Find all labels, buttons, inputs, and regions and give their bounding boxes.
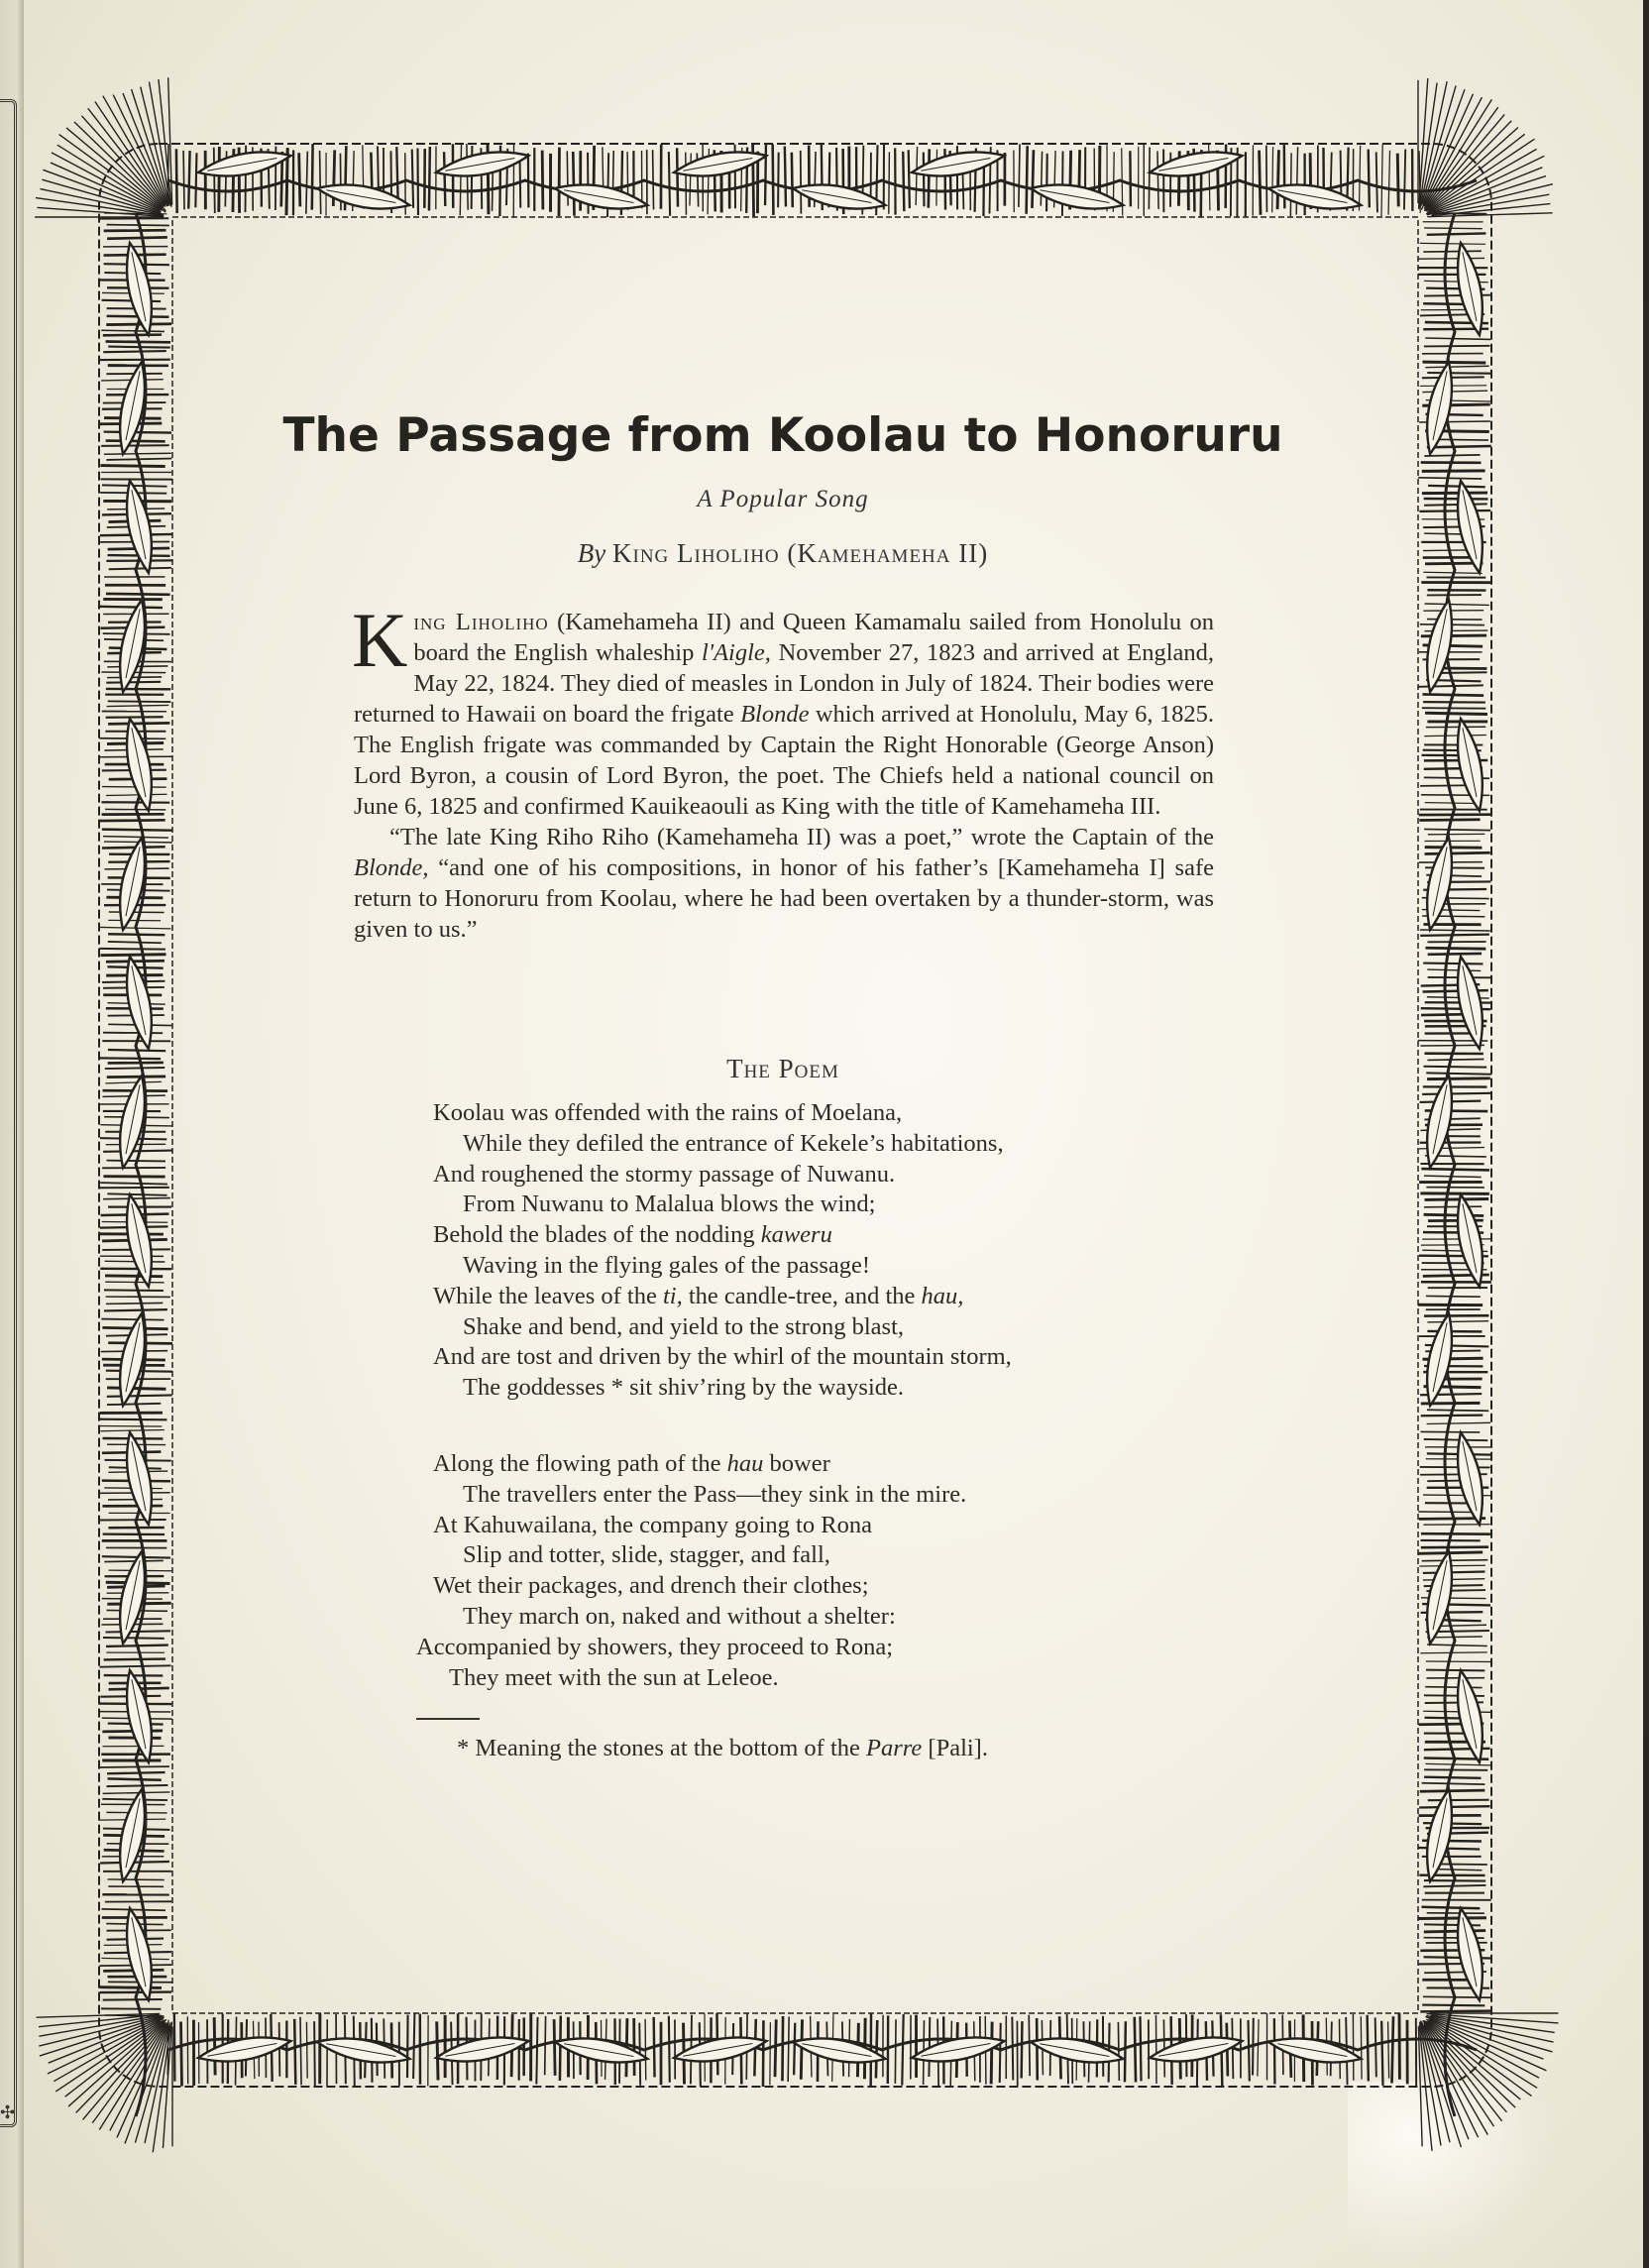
text-run: * Meaning the stones at the bottom of the <box>457 1735 867 1761</box>
border-hatch <box>214 148 215 213</box>
border-hatch <box>108 723 169 724</box>
border-hatch <box>176 149 177 213</box>
border-hatch <box>536 2017 537 2085</box>
border-hatch <box>1425 366 1488 367</box>
border-hatch <box>107 1404 161 1405</box>
border-hatch <box>686 153 687 215</box>
poem <box>416 1098 1012 1693</box>
subtitle: A Popular Song <box>697 486 869 512</box>
border-hatch <box>106 682 161 683</box>
border-hatch <box>183 151 184 210</box>
border-hatch <box>101 955 166 956</box>
border-hatch <box>314 2021 315 2087</box>
poem-line <box>416 1633 1012 1663</box>
text-run: And are tost and driven by the whirl of the mountain storm, <box>433 1343 1012 1371</box>
poem-line <box>416 1190 1012 1220</box>
border-hatch <box>1425 713 1487 714</box>
border-hatch <box>1423 1579 1484 1580</box>
poem-line <box>416 1220 1012 1251</box>
border-hatch <box>1418 1552 1483 1553</box>
border-hatch <box>108 942 162 943</box>
intro-paragraph-1-text <box>352 597 1214 820</box>
italic-text-run: l'Aigle, <box>702 639 771 666</box>
border-hatch <box>653 150 654 209</box>
border-hatch <box>991 2022 992 2085</box>
border-hatch <box>782 2016 783 2081</box>
border-hatch <box>1425 604 1489 605</box>
byline-author: King Liholiho (Kamehameha II) <box>612 538 989 568</box>
text-run: Waving in the flying gales of the passage! <box>463 1251 871 1279</box>
border-hatch <box>104 230 166 231</box>
border-hatch <box>560 2016 561 2082</box>
border-hatch <box>1392 2016 1393 2083</box>
border-hatch <box>107 237 167 238</box>
drop-cap: K <box>352 597 408 683</box>
border-hatch <box>1419 1806 1489 1807</box>
text-run: At Kahuwailana, the company going to Rona <box>433 1511 872 1538</box>
border-hatch <box>1422 1907 1481 1908</box>
border-hatch <box>1424 1439 1488 1440</box>
border-hatch <box>1422 1093 1490 1094</box>
text-run: “The late King Riho Riho (Kamehameha II) was a poet,” wrote the Captain of the <box>389 824 1214 850</box>
border-hatch <box>1258 2019 1259 2076</box>
border-hatch <box>542 151 543 210</box>
border-hatch <box>1130 151 1131 206</box>
border-hatch <box>312 144 313 210</box>
border-hatch <box>306 152 307 214</box>
border-hatch <box>102 830 172 831</box>
stanza-gap <box>416 1404 1012 1449</box>
border-hatch <box>460 144 461 215</box>
border-hatch <box>1427 373 1490 374</box>
border-hatch <box>1277 150 1278 209</box>
border-hatch <box>320 151 321 214</box>
text-run: While the leaves of the <box>433 1282 663 1309</box>
italic-text-run: Parre <box>866 1735 923 1761</box>
border-hatch <box>1420 386 1486 387</box>
border-hatch <box>101 1319 164 1320</box>
border-hatch <box>103 1999 163 2000</box>
border-hatch <box>1425 1763 1490 1764</box>
border-hatch <box>794 2023 795 2076</box>
border-hatch <box>1420 1652 1486 1653</box>
border-hatch <box>106 961 165 962</box>
byline <box>0 538 1566 569</box>
border-hatch <box>100 1987 162 1988</box>
border-hatch <box>775 2019 776 2077</box>
border-hatch <box>99 820 165 821</box>
border-hatch <box>1274 2018 1275 2084</box>
border-hatch <box>99 1766 169 1767</box>
border-hatch <box>188 151 189 209</box>
border-hatch <box>103 1198 170 1199</box>
border-hatch <box>1427 969 1481 970</box>
text-run: Koolau was offended with the rains of Moelana, <box>433 1099 903 1126</box>
border-hatch <box>103 351 166 352</box>
intro-text <box>352 597 1214 945</box>
page-title: The Passage from Koolau to Honoruru <box>282 408 1283 463</box>
border-hatch <box>108 1778 162 1779</box>
poem-line <box>416 1480 1012 1511</box>
border-hatch <box>1046 154 1047 211</box>
border-hatch <box>770 2022 771 2085</box>
text-run: While they defiled the entrance of Kekele’s habitations, <box>463 1129 1004 1157</box>
poem-line <box>416 1098 1012 1129</box>
border-hatch <box>107 1772 165 1773</box>
border-hatch <box>1423 1572 1485 1573</box>
border-hatch <box>1425 1198 1489 1199</box>
border-hatch <box>1249 2020 1250 2082</box>
text-run: Accompanied by showers, they proceed to Rona; <box>416 1633 894 1660</box>
border-hatch <box>1149 148 1150 210</box>
border-hatch <box>100 1520 166 1521</box>
border-hatch <box>778 153 779 208</box>
text-run: The goddesses * sit shiv’ring by the wayside. <box>463 1374 905 1402</box>
text-run: Behold the blades of the nodding <box>433 1221 761 1249</box>
border-hatch <box>444 152 445 206</box>
border-hatch <box>773 144 774 215</box>
border-hatch <box>909 150 910 208</box>
poem-line <box>416 1342 1012 1373</box>
border-hatch <box>1420 2011 1490 2012</box>
poem-line <box>416 1511 1012 1541</box>
border-hatch <box>677 148 678 206</box>
border-hatch <box>106 794 167 795</box>
border-hatch <box>1381 2021 1382 2086</box>
border-hatch <box>1272 147 1273 212</box>
border-hatch <box>1375 2017 1376 2077</box>
border-hatch <box>103 1151 172 1152</box>
border-hatch <box>1425 948 1485 949</box>
border-hatch <box>106 1303 163 1304</box>
border-hatch <box>412 150 413 208</box>
border-hatch <box>100 949 165 950</box>
border-hatch <box>765 144 766 205</box>
border-hatch <box>1041 152 1042 206</box>
border-hatch <box>929 149 930 207</box>
border-hatch <box>573 152 574 216</box>
border-hatch <box>1381 144 1382 216</box>
border-hatch <box>104 1659 165 1660</box>
border-hatch <box>1425 848 1483 849</box>
border-hatch <box>924 153 925 207</box>
italic-text-run: hau, <box>921 1282 964 1309</box>
poem-stanza-1 <box>416 1098 1012 1404</box>
cross-ornament-icon: ✣ <box>0 2102 16 2122</box>
text-run: They march on, naked and without a shelter: <box>463 1602 896 1630</box>
border-hatch <box>1388 2021 1389 2078</box>
border-hatch <box>214 2017 215 2075</box>
border-hatch <box>1422 1560 1488 1561</box>
border-hatch <box>103 837 168 838</box>
border-hatch <box>300 2017 301 2086</box>
border-hatch <box>895 2019 896 2084</box>
border-hatch <box>1404 150 1405 210</box>
border-hatch <box>105 1276 163 1277</box>
text-run: They meet with the sun at Leleoe. <box>449 1663 779 1691</box>
border-hatch <box>1427 1410 1488 1411</box>
border-hatch <box>545 2016 546 2075</box>
border-hatch <box>1125 2021 1126 2082</box>
footnote <box>457 1735 988 1762</box>
text-run: ing Liholiho <box>413 609 549 635</box>
border-hatch <box>1422 1783 1485 1784</box>
border-hatch <box>1423 251 1482 252</box>
text-run: The travellers enter the Pass—they sink in the mire. <box>463 1480 967 1508</box>
border-hatch <box>107 677 162 678</box>
border-hatch <box>1419 258 1484 259</box>
border-hatch <box>567 151 568 205</box>
border-hatch <box>801 151 802 214</box>
border-hatch <box>690 153 691 205</box>
poem-line <box>416 1663 1012 1694</box>
poem-line <box>416 1282 1012 1312</box>
border-hatch <box>936 150 937 206</box>
border-hatch <box>299 153 300 206</box>
border-hatch <box>1424 228 1483 229</box>
text-run: bower <box>763 1449 830 1477</box>
border-hatch <box>903 152 904 211</box>
border-hatch <box>109 912 165 913</box>
text-run: Slip and totter, slide, stagger, and fall, <box>463 1541 830 1569</box>
text-run: Shake and bend, and yield to the strong blast, <box>463 1312 904 1340</box>
border-hatch <box>792 153 793 207</box>
text-run: the candle-tree, and the <box>682 1282 922 1309</box>
text-run: which arrived at Honolulu, May 6, 1825. The English frigate was commanded by Captain the Right Honorable (George Anson) Lord Byron, a cousin of Lord Byron, the poet. The Chiefs held a national council on June 6, 1825 and confirmed Kauikeaouli as King with the title of Kamehameha III. <box>354 701 1214 820</box>
border-hatch <box>1376 152 1377 212</box>
border-fan <box>1426 2021 1515 2107</box>
intro-paragraph-2 <box>354 822 1214 945</box>
poem-line <box>416 1602 1012 1633</box>
border-hatch <box>1426 1661 1491 1662</box>
poem-line <box>416 1129 1012 1160</box>
italic-text-run: ti, <box>662 1282 683 1309</box>
text-run: [Pali]. <box>922 1735 988 1761</box>
border-hatch <box>103 335 162 336</box>
border-fan <box>43 170 161 212</box>
border-hatch <box>103 1792 170 1793</box>
italic-text-run: hau <box>726 1449 764 1477</box>
border-hatch <box>1427 1644 1487 1645</box>
border-hatch <box>1424 1214 1484 1215</box>
border-hatch <box>916 147 917 205</box>
intro-paragraph-1 <box>352 597 1214 822</box>
border-hatch <box>1032 150 1033 208</box>
border-hatch <box>1118 2022 1119 2081</box>
border-hatch <box>1424 1931 1485 1932</box>
border-hatch <box>1062 151 1063 215</box>
border-hatch <box>1418 478 1482 479</box>
border-hatch <box>437 2021 438 2080</box>
border-hatch <box>1424 736 1486 737</box>
text-run: From Nuwanu to Malalua blows the wind; <box>463 1191 876 1218</box>
border-hatch <box>801 2019 802 2079</box>
border-hatch <box>1424 1769 1487 1770</box>
border-hatch <box>1369 150 1370 208</box>
text-run: (Kamehameha II) and Queen Kamamalu sailed from Honolulu on board the English whaleship <box>413 609 1214 666</box>
border-hatch <box>788 2016 789 2082</box>
border-hatch <box>1420 1193 1488 1194</box>
border-hatch <box>1424 829 1490 830</box>
border-hatch <box>104 1290 164 1291</box>
border-hatch <box>1420 1045 1484 1046</box>
border-hatch <box>1421 1431 1481 1432</box>
border-hatch <box>1420 1467 1490 1468</box>
border-hatch <box>219 147 220 212</box>
border-hatch <box>1012 2016 1013 2080</box>
byline-by: By <box>577 538 606 568</box>
text-run: November 27, 1823 and arrived at England, May 22, 1824. They died of measles in London in July of 1824. Their bodies were returned to Hawaii on board the frigate <box>354 639 1214 728</box>
border-hatch <box>103 1033 163 1034</box>
border-hatch <box>1424 1206 1482 1207</box>
border-hatch <box>102 847 165 848</box>
border-hatch <box>1420 1790 1485 1791</box>
border-hatch <box>104 1309 167 1310</box>
border-hatch <box>1422 377 1484 378</box>
border-hatch <box>195 153 196 207</box>
text-run: Wet their packages, and drench their clothes; <box>433 1572 869 1600</box>
border-hatch <box>1420 935 1489 936</box>
poem-line <box>416 1540 1012 1571</box>
poem-line <box>416 1373 1012 1404</box>
border-hatch <box>1388 151 1389 215</box>
italic-text-run: Blonde <box>740 701 810 728</box>
border-hatch <box>99 607 163 608</box>
border-hatch <box>407 2015 408 2079</box>
border-hatch <box>106 1785 167 1786</box>
border-hatch <box>669 2016 670 2083</box>
italic-text-run: kaweru <box>760 1221 832 1249</box>
border-hatch <box>181 2021 182 2086</box>
border-hatch <box>1157 152 1158 209</box>
border-hatch <box>1359 146 1360 211</box>
poem-heading: The Poem <box>726 1054 839 1083</box>
border-hatch <box>1397 154 1398 207</box>
border-hatch <box>1425 338 1490 339</box>
border-hatch <box>1140 2016 1141 2081</box>
border-hatch <box>429 147 430 211</box>
border-hatch <box>1260 151 1261 215</box>
text-run: And roughened the stormy passage of Nuwanu. <box>433 1160 896 1188</box>
border-hatch <box>306 2022 307 2079</box>
border-hatch <box>100 1419 166 1420</box>
italic-text-run: Blonde, <box>354 854 429 881</box>
poem-line <box>416 1251 1012 1282</box>
border-hatch <box>100 1665 171 1666</box>
border-hatch <box>1037 2018 1038 2081</box>
border-hatch <box>1427 1422 1490 1423</box>
poem-line <box>416 1571 1012 1602</box>
border-hatch <box>669 152 670 216</box>
border-hatch <box>1022 2021 1023 2078</box>
border-hatch <box>1027 146 1028 214</box>
border-hatch <box>1296 147 1297 214</box>
border-hatch <box>1425 1687 1482 1688</box>
border-hatch <box>1428 954 1482 955</box>
border-hatch <box>1000 2023 1001 2083</box>
border-hatch <box>100 1429 165 1430</box>
border-hatch <box>100 1183 167 1184</box>
border-hatch <box>294 2019 295 2085</box>
border-hatch <box>1427 1321 1488 1322</box>
border-hatch <box>1426 1670 1484 1671</box>
border-hatch <box>1419 1565 1485 1566</box>
text-run: Along the flowing path of the <box>433 1449 727 1477</box>
border-hatch <box>103 1638 165 1639</box>
border-hatch <box>1425 852 1490 853</box>
border-hatch <box>1155 2015 1156 2084</box>
border-hatch <box>1424 1777 1481 1778</box>
poem-stanza-2 <box>416 1449 1012 1693</box>
border-hatch <box>1426 1296 1481 1297</box>
footnote-rule <box>416 1718 480 1720</box>
border-hatch <box>101 330 165 331</box>
border-hatch <box>1427 233 1486 234</box>
border-hatch <box>1419 1918 1486 1919</box>
border-hatch <box>107 1193 166 1194</box>
border-hatch <box>1029 2015 1030 2077</box>
border-hatch <box>1424 346 1490 347</box>
text-run: “and one of his compositions, in honor of his father’s [Kamehameha I] safe return to Honoruru from Koolau, where he had been overtaken by a thunder-storm, was given to us.” <box>354 854 1214 943</box>
border-hatch <box>554 2019 555 2076</box>
border-hatch <box>1423 362 1486 363</box>
border-hatch <box>102 1909 165 1910</box>
border-hatch <box>1420 243 1485 244</box>
poem-line <box>416 1160 1012 1191</box>
border-hatch <box>1266 146 1267 212</box>
border-hatch <box>107 705 169 706</box>
border-hatch <box>1421 1169 1489 1170</box>
border-hatch <box>1019 144 1020 207</box>
border-hatch <box>1135 2017 1136 2083</box>
border-hatch <box>1423 1885 1485 1886</box>
poem-line <box>416 1449 1012 1480</box>
border-hatch <box>106 594 170 595</box>
border-hatch <box>107 1388 165 1389</box>
border-hatch <box>100 466 165 467</box>
border-hatch <box>902 2014 903 2086</box>
border-hatch <box>785 147 786 207</box>
poem-line <box>416 1312 1012 1343</box>
